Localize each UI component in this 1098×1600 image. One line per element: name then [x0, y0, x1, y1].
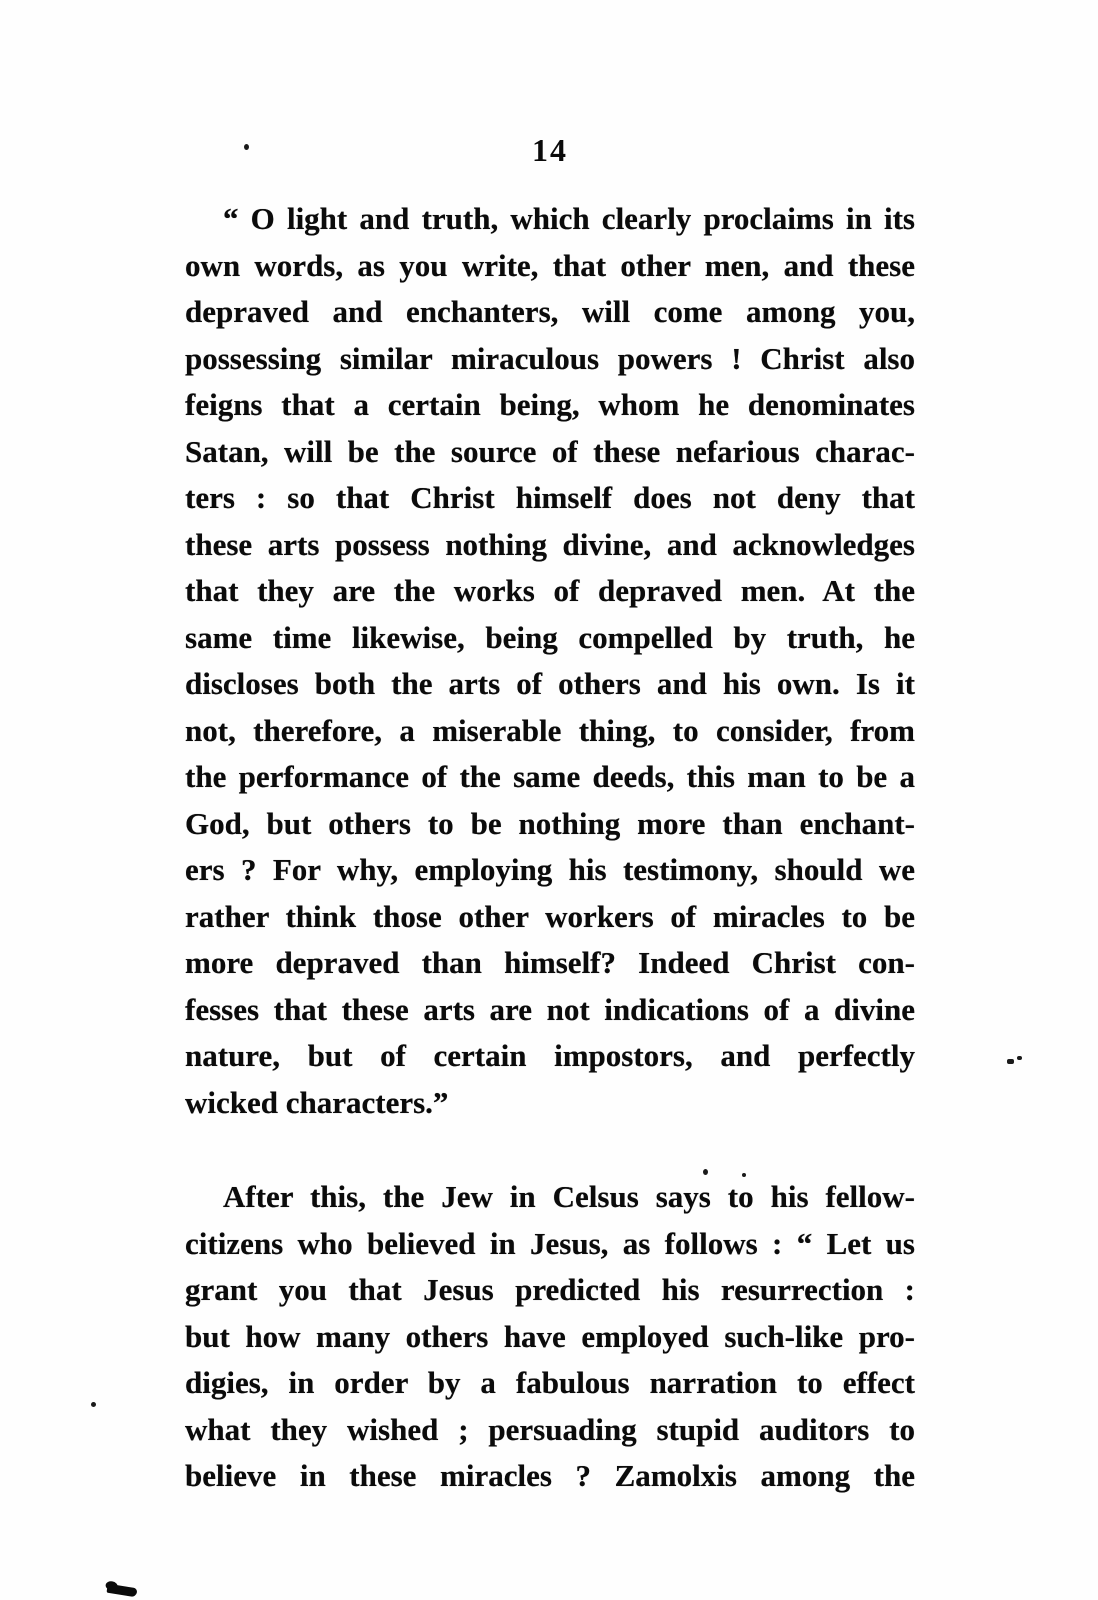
text-line: fesses that these arts are not indications of a divine: [185, 991, 915, 1027]
text-line: possessing similar miraculous powers ! Christ also: [185, 340, 915, 376]
text-line: God, but others to be nothing more than enchant-: [185, 805, 915, 841]
ink-blob: [106, 1584, 137, 1598]
text-line: same time likewise, being compelled by truth, he: [185, 619, 915, 655]
text-line: depraved and enchanters, will come among you,: [185, 294, 915, 329]
page-number: 14: [532, 132, 568, 168]
text-line: wicked characters.”: [185, 1084, 449, 1120]
ink-speck: [244, 144, 249, 150]
text-line: digies, in order by a fabulous narration to effect: [185, 1365, 915, 1400]
text-line: nature, but of certain impostors, and perfectly: [185, 1038, 915, 1073]
text-line: these arts possess nothing divine, and acknowledges: [185, 526, 915, 562]
paragraph-narrative: [185, 1174, 915, 1500]
text-line: not, therefore, a miserable thing, to consider, from: [185, 712, 915, 748]
text-line: that they are the works of depraved men. At the: [185, 573, 915, 608]
text-line: After this, the Jew in Celsus says to his fellow-: [223, 1179, 915, 1214]
text-line: ters : so that Christ himself does not deny that: [185, 480, 915, 515]
text-line: Satan, will be the source of these nefarious charac-: [185, 433, 915, 469]
text-line: citizens who believed in Jesus, as follows : “ Let us: [185, 1225, 915, 1261]
ink-speck: [91, 1402, 96, 1407]
text-line: what they wished ; persuading stupid auditors to: [185, 1411, 915, 1447]
ink-speck: [742, 1173, 746, 1177]
text-line: rather think those other workers of miracles to be: [185, 898, 915, 934]
text-line: feigns that a certain being, whom he denominates: [185, 387, 915, 422]
text-line: but how many others have employed such-like pro-: [185, 1318, 915, 1354]
text-line: more depraved than himself? Indeed Christ con-: [185, 945, 915, 980]
ink-speck: [1007, 1059, 1014, 1064]
text-line: own words, as you write, that other men, and these: [185, 247, 915, 283]
text-line: grant you that Jesus predicted his resurrection :: [185, 1272, 915, 1307]
ink-speck: [1017, 1056, 1022, 1060]
text-line: “ O light and truth, which clearly proclaims in its: [223, 201, 915, 236]
ink-speck: [703, 1169, 708, 1175]
paragraph-quote: [185, 196, 915, 1126]
text-line: ers ? For why, employing his testimony, should we: [185, 852, 915, 887]
text-line: the performance of the same deeds, this man to be a: [185, 759, 915, 794]
text-block: [185, 196, 915, 1500]
text-line: discloses both the arts of others and his own. Is it: [185, 666, 915, 701]
text-line: believe in these miracles ? Zamolxis among the: [185, 1458, 915, 1493]
